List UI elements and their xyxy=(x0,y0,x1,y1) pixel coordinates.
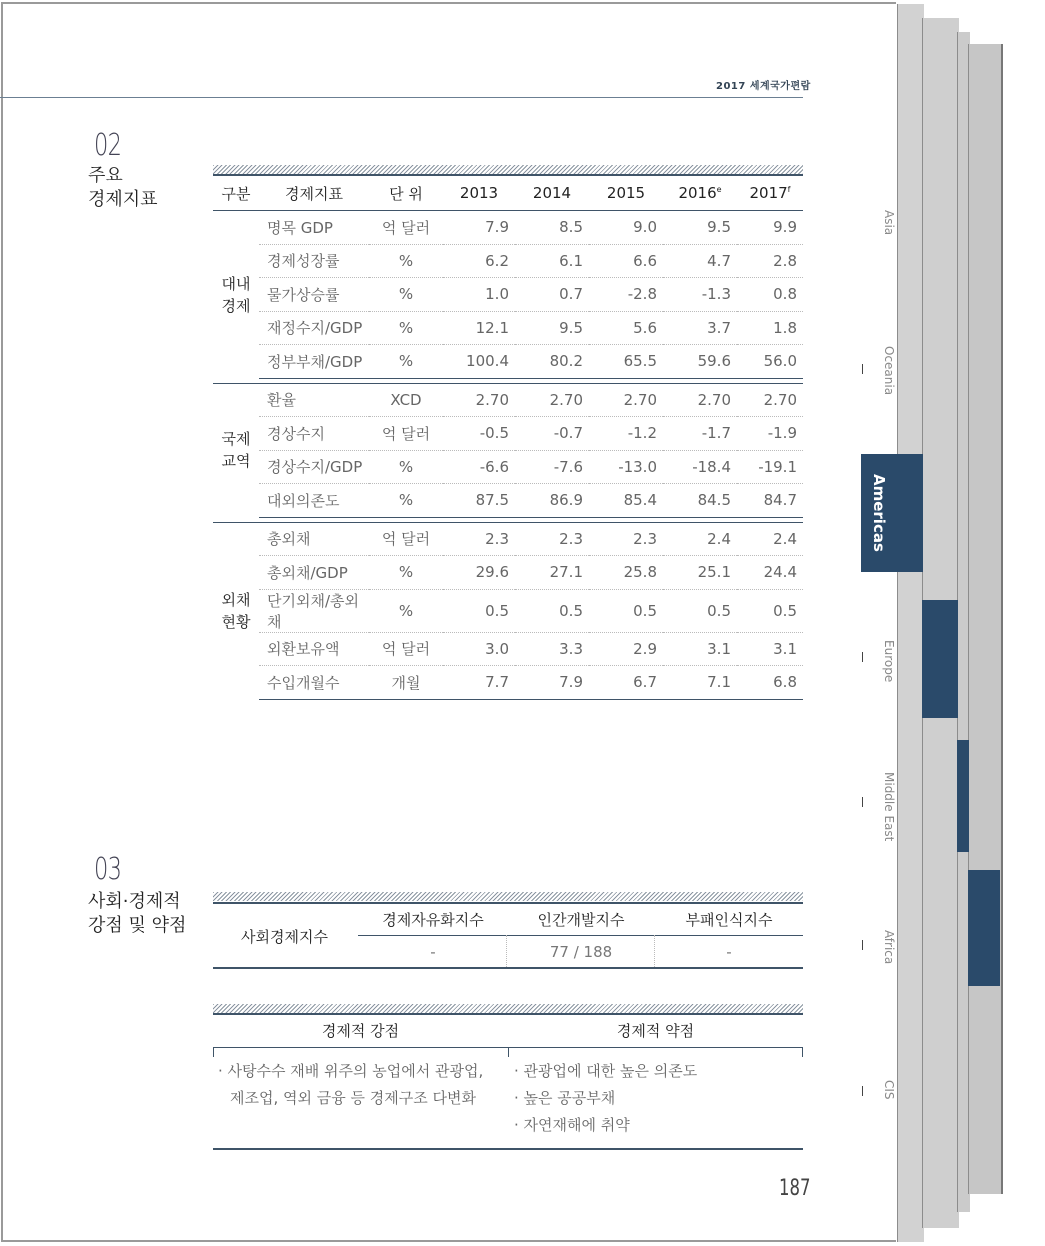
unit-cell: 억 달러 xyxy=(369,632,443,666)
row-group-label: 대내 경제 xyxy=(221,274,251,315)
table-hatch-bar xyxy=(213,892,803,901)
value-cell: 3.1 xyxy=(663,632,737,666)
divider xyxy=(213,1047,214,1057)
column-header: 경제지표 xyxy=(259,176,369,211)
indicator-name: 단기외채/총외채 xyxy=(259,589,369,632)
value-cell: -0.7 xyxy=(515,417,589,451)
indicator-name: 총외채 xyxy=(259,522,369,556)
side-tab-oceania[interactable]: Oceania xyxy=(882,346,896,396)
divider xyxy=(506,935,507,967)
column-header: 부패인식지수 xyxy=(685,911,773,929)
edge-tab-marker xyxy=(897,454,923,572)
value-cell: -1.9 xyxy=(737,417,803,451)
divider xyxy=(508,1047,509,1057)
value-cell: 6.6 xyxy=(589,244,663,278)
value-cell: -0.5 xyxy=(443,417,515,451)
header-rule xyxy=(0,97,803,98)
value-cell: 29.6 xyxy=(443,556,515,590)
column-header: 구분 xyxy=(213,176,259,211)
side-tab-cis[interactable]: CIS xyxy=(882,1080,896,1100)
value-cell: 6.1 xyxy=(515,244,589,278)
table-row xyxy=(213,278,803,312)
value-cell: -19.1 xyxy=(737,450,803,484)
table-row xyxy=(213,556,803,590)
value-cell: 59.6 xyxy=(663,345,737,379)
value-cell: -7.6 xyxy=(515,450,589,484)
value-cell: 6.2 xyxy=(443,244,515,278)
value-cell: 27.1 xyxy=(515,556,589,590)
value-cell: 7.9 xyxy=(515,666,589,700)
indicator-name: 총외채/GDP xyxy=(259,556,369,590)
column-header: 2016e xyxy=(663,176,737,211)
list-item: · 관광업에 대한 높은 의존도 xyxy=(514,1062,698,1080)
value-cell: 0.5 xyxy=(663,589,737,632)
value-cell: 25.1 xyxy=(663,556,737,590)
table-row xyxy=(213,345,803,379)
table-top-rule xyxy=(213,1013,803,1015)
unit-cell: % xyxy=(369,589,443,632)
value-cell: 0.5 xyxy=(443,589,515,632)
table-header-row xyxy=(213,176,803,211)
value-cell: 7.7 xyxy=(443,666,515,700)
weaknesses-list xyxy=(514,1058,697,1139)
value-cell: 2.4 xyxy=(663,522,737,556)
value-cell: 2.70 xyxy=(515,383,589,417)
side-tab-africa[interactable]: Africa xyxy=(882,930,896,965)
value-cell: 25.8 xyxy=(589,556,663,590)
table-cell: - xyxy=(430,943,436,961)
unit-cell: 개월 xyxy=(369,666,443,700)
side-tab-middle-east[interactable]: Middle East xyxy=(882,772,896,842)
value-cell: 84.7 xyxy=(737,484,803,518)
list-item: · 자연재해에 취약 xyxy=(514,1116,630,1134)
table-row xyxy=(213,450,803,484)
column-header: 2013 xyxy=(443,176,515,211)
value-cell: 84.5 xyxy=(663,484,737,518)
value-cell: 0.5 xyxy=(737,589,803,632)
divider xyxy=(213,967,803,969)
section-number: 03 xyxy=(94,852,122,887)
page-edge xyxy=(968,44,1003,1194)
value-cell: 0.7 xyxy=(515,278,589,312)
unit-cell: % xyxy=(369,556,443,590)
value-cell: 2.3 xyxy=(515,522,589,556)
strengths-heading: 경제적 강점 xyxy=(321,1022,400,1040)
section-title: 사회·경제적 강점 및 약점 xyxy=(88,891,187,936)
indicator-name: 경상수지 xyxy=(259,417,369,451)
value-cell: 2.3 xyxy=(589,522,663,556)
value-cell: 0.5 xyxy=(515,589,589,632)
value-cell: 7.1 xyxy=(663,666,737,700)
indicator-name: 대외의존도 xyxy=(259,484,369,518)
divider xyxy=(358,935,803,936)
unit-cell: % xyxy=(369,278,443,312)
value-cell: 2.8 xyxy=(737,244,803,278)
side-tab-europe[interactable]: Europe xyxy=(882,640,896,683)
economic-indicators-table xyxy=(213,176,803,700)
value-cell: 3.1 xyxy=(737,632,803,666)
section-number: 02 xyxy=(94,128,122,163)
value-cell: 9.9 xyxy=(737,211,803,245)
unit-cell: % xyxy=(369,311,443,345)
divider xyxy=(213,1148,803,1150)
unit-cell: % xyxy=(369,450,443,484)
value-cell: 9.0 xyxy=(589,211,663,245)
side-tab-americas[interactable]: Americas xyxy=(861,454,897,572)
page-edge xyxy=(897,4,924,1242)
edge-tab-marker xyxy=(968,870,1000,986)
value-cell: 65.5 xyxy=(589,345,663,379)
unit-cell: 억 달러 xyxy=(369,211,443,245)
row-group-label: 국제 교역 xyxy=(221,430,251,471)
value-cell: 9.5 xyxy=(663,211,737,245)
unit-cell: % xyxy=(369,244,443,278)
value-cell: 1.0 xyxy=(443,278,515,312)
table-cell: 77 / 188 xyxy=(549,943,613,961)
value-cell: 0.5 xyxy=(589,589,663,632)
value-cell: 2.70 xyxy=(737,383,803,417)
unit-cell: % xyxy=(369,484,443,518)
unit-cell: 억 달러 xyxy=(369,522,443,556)
table-cell: - xyxy=(726,943,732,961)
value-cell: 1.8 xyxy=(737,311,803,345)
value-cell: 56.0 xyxy=(737,345,803,379)
value-cell: 3.7 xyxy=(663,311,737,345)
indicator-name: 재정수지/GDP xyxy=(259,311,369,345)
table-row xyxy=(213,211,803,245)
value-cell: 2.70 xyxy=(589,383,663,417)
row-group-label: 외채 현황 xyxy=(221,590,251,631)
indicator-name: 환율 xyxy=(259,383,369,417)
row-header: 사회경제지수 xyxy=(241,928,328,946)
value-cell: -6.6 xyxy=(443,450,515,484)
list-item: · 사탕수수 재배 위주의 농업에서 관광업, xyxy=(218,1062,484,1080)
table-row xyxy=(213,383,803,417)
divider xyxy=(654,935,655,967)
value-cell: 6.8 xyxy=(737,666,803,700)
column-header: 2014 xyxy=(515,176,589,211)
value-cell: -1.7 xyxy=(663,417,737,451)
value-cell: -18.4 xyxy=(663,450,737,484)
column-header: 경제자유화지수 xyxy=(382,911,484,929)
indicator-name: 외환보유액 xyxy=(259,632,369,666)
value-cell: -1.3 xyxy=(663,278,737,312)
value-cell: 3.0 xyxy=(443,632,515,666)
column-header: 인간개발지수 xyxy=(537,911,625,929)
value-cell: 6.7 xyxy=(589,666,663,700)
side-tab-asia[interactable]: Asia xyxy=(882,210,896,236)
value-cell: 0.8 xyxy=(737,278,803,312)
unit-cell: 억 달러 xyxy=(369,417,443,451)
table-row xyxy=(213,244,803,278)
value-cell: 2.9 xyxy=(589,632,663,666)
value-cell: 86.9 xyxy=(515,484,589,518)
value-cell: 8.5 xyxy=(515,211,589,245)
column-header: 2017$^f$ xyxy=(737,176,803,211)
indicator-name: 정부부채/GDP xyxy=(259,345,369,379)
edge-tab-marker xyxy=(957,740,969,852)
divider xyxy=(802,1047,803,1057)
edge-tab-marker xyxy=(922,600,958,718)
value-cell: 3.3 xyxy=(515,632,589,666)
value-cell: -13.0 xyxy=(589,450,663,484)
value-cell: 87.5 xyxy=(443,484,515,518)
value-cell: 7.9 xyxy=(443,211,515,245)
value-cell: 5.6 xyxy=(589,311,663,345)
value-cell: -1.2 xyxy=(589,417,663,451)
table-row xyxy=(213,484,803,518)
table-row xyxy=(213,589,803,632)
indicator-name: 명목 GDP xyxy=(259,211,369,245)
weaknesses-heading: 경제적 약점 xyxy=(616,1022,695,1040)
page-number: 187 xyxy=(779,1176,811,1201)
section-title: 주요 경제지표 xyxy=(88,165,158,210)
table-hatch-bar xyxy=(213,165,803,174)
value-cell: 24.4 xyxy=(737,556,803,590)
value-cell: 2.3 xyxy=(443,522,515,556)
value-cell: 85.4 xyxy=(589,484,663,518)
value-cell: 80.2 xyxy=(515,345,589,379)
value-cell: 9.5 xyxy=(515,311,589,345)
value-cell: 12.1 xyxy=(443,311,515,345)
table-row xyxy=(213,522,803,556)
running-header: 2017 세계국가편람 xyxy=(716,81,811,92)
table-top-rule xyxy=(213,902,803,904)
value-cell: 100.4 xyxy=(443,345,515,379)
table-row xyxy=(213,311,803,345)
list-item: 제조업, 역외 금융 등 경제구조 다변화 xyxy=(230,1089,476,1107)
indicator-name: 물가상승률 xyxy=(259,278,369,312)
indicator-name: 경상수지/GDP xyxy=(259,450,369,484)
value-cell: 4.7 xyxy=(663,244,737,278)
indicator-name: 수입개월수 xyxy=(259,666,369,700)
table-hatch-bar xyxy=(213,1004,803,1013)
table-row xyxy=(213,417,803,451)
value-cell: 2.70 xyxy=(443,383,515,417)
unit-cell: % xyxy=(369,345,443,379)
table-row xyxy=(213,632,803,666)
column-header: 단 위 xyxy=(369,176,443,211)
value-cell: -2.8 xyxy=(589,278,663,312)
column-header: 2015 xyxy=(589,176,663,211)
value-cell: 2.4 xyxy=(737,522,803,556)
value-cell: 2.70 xyxy=(663,383,737,417)
indicator-name: 경제성장률 xyxy=(259,244,369,278)
unit-cell: XCD xyxy=(369,383,443,417)
list-item: · 높은 공공부채 xyxy=(514,1089,616,1107)
strengths-list xyxy=(218,1058,483,1112)
table-row xyxy=(213,666,803,700)
